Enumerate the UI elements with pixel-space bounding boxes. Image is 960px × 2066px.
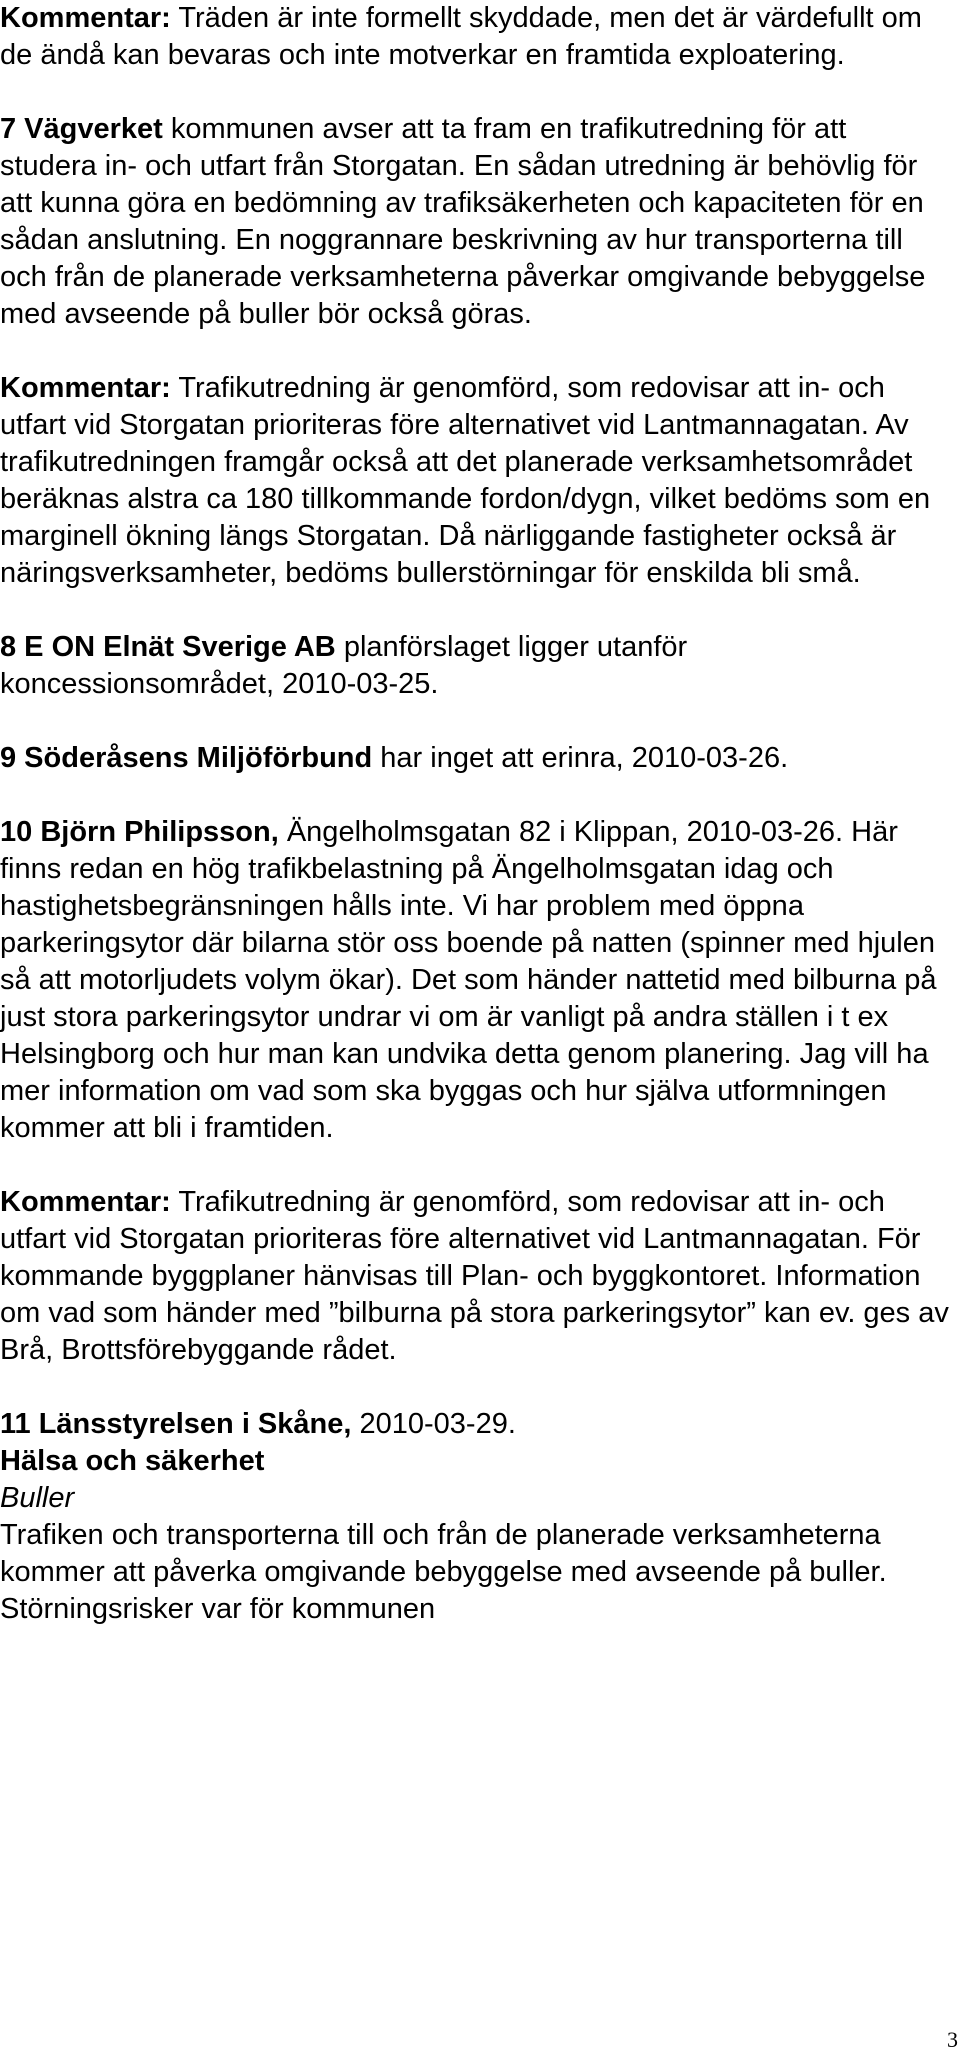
paragraph-text: Trafikutredning är genomförd, som redovisar att in- och utfart vid Storgatan prioriteras före alternativet vid Lantmannagatan. För kommande byggplaner hänvisas till Plan- och byggkontoret. Information om vad som händer med ”bilburna på stora parkeringsytor” kan ev. ges av Brå, Brottsförebyggande rådet. <box>0 1186 949 1366</box>
comment-label: Kommentar: <box>0 1186 171 1218</box>
page-number: 3 <box>947 2027 958 2052</box>
paragraph-text: 2010-03-29. <box>351 1408 516 1440</box>
respondent-label: 8 E ON Elnät Sverige AB <box>0 631 336 663</box>
paragraph-text: har inget att erinra, 2010-03-26. <box>372 742 789 774</box>
paragraph-lansstyrelsen-header <box>0 1406 950 1443</box>
respondent-label: 10 Björn Philipsson, <box>0 816 279 848</box>
respondent-label: 9 Söderåsens Miljöförbund <box>0 742 373 774</box>
respondent-label: 11 Länsstyrelsen i Skåne, <box>0 1408 352 1440</box>
paragraph-philipsson <box>0 814 950 1147</box>
section-lansstyrelsen <box>0 1406 950 1628</box>
paragraph-text: Trafikutredning är genomförd, som redovisar att in- och utfart vid Storgatan prioriteras före alternativet vid Lantmannagatan. Av trafikutredningen framgår också att det planerade verksamhetsområdet beräknas alstra ca 180 tillkommande fordon/dygn, vilket bedöms som en marginell ökning längs Storgatan. Då närliggande fastigheter också är näringsverksamheter, bedöms bullerstörningar för enskilda bli små. <box>0 372 931 589</box>
paragraph-text: kommunen avser att ta fram en trafikutredning för att studera in- och utfart från Storgatan. En sådan utredning är behövlig för att kunna göra en bedömning av trafiksäkerheten och kapaciteten för en sådan anslutning. En noggrannare beskrivning av hur transporterna till och från de planerade verksamheterna påverkar omgivande bebyggelse med avseende på buller bör också göras. <box>0 113 926 330</box>
paragraph-comment-traffic <box>0 370 950 592</box>
section-subheading: Buller <box>0 1482 75 1514</box>
section-heading: Hälsa och säkerhet <box>0 1445 265 1477</box>
paragraph-vagverket <box>0 111 950 333</box>
paragraph-comment-parking <box>0 1184 950 1369</box>
paragraph-eon <box>0 629 950 703</box>
paragraph-text: Ängelholmsgatan 82 i Klippan, 2010-03-26. Här finns redan en hög trafikbelastning på Ängelholmsgatan idag och hastighetsbegränsningen hålls inte. Vi har problem med öppna parkeringsytor där bilarna stör oss boende på natten (spinner med hjulen så att motorljudets volym ökar). Det som händer nattetid med bilburna på just stora parkeringsytor undrar vi om är vanligt på andra ställen i t ex Helsingborg och hur man kan undvika detta genom planering. Jag vill ha mer information om vad som ska byggas och hur själva utformningen kommer att bli i framtiden. <box>0 816 937 1144</box>
paragraph-text: Trafiken och transporterna till och från de planerade verksamheterna kommer att påverka omgivande bebyggelse med avseende på buller. Störningsrisker var för kommunen <box>0 1519 887 1625</box>
comment-label: Kommentar: <box>0 2 171 34</box>
comment-label: Kommentar: <box>0 372 171 404</box>
paragraph-soderasen <box>0 740 950 777</box>
paragraph-text: Träden är inte formellt skyddade, men det är värdefullt om de ändå kan bevaras och inte motverkar en framtida exploatering. <box>0 2 922 71</box>
paragraph-text: planförslaget ligger utanför koncessionsområdet, 2010-03-25. <box>0 631 688 700</box>
paragraph-comment-trees <box>0 0 950 74</box>
respondent-label: 7 Vägverket <box>0 113 163 145</box>
